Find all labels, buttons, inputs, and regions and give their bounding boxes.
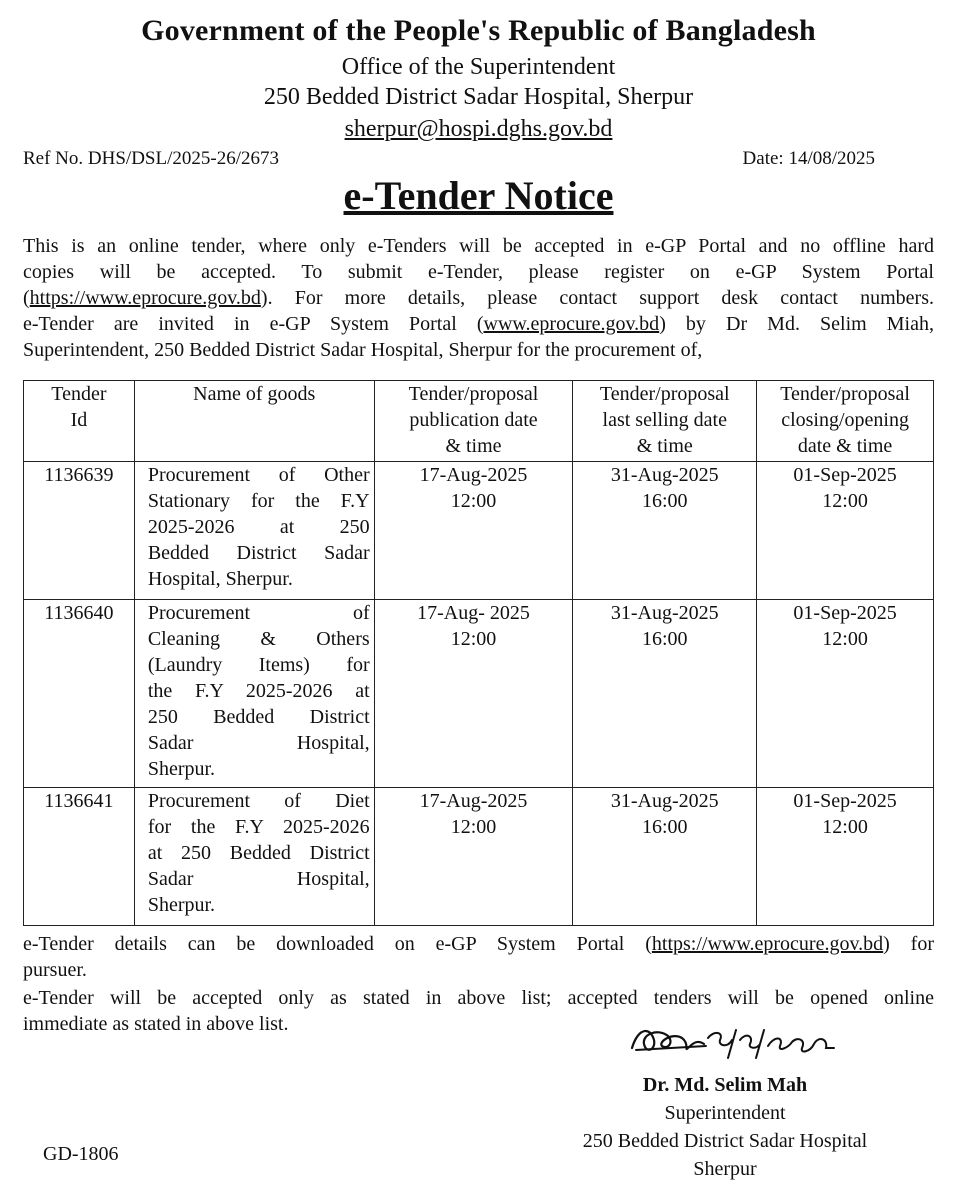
government-heading: Government of the People's Republic of Bangladesh: [141, 14, 816, 47]
eprocure-short-link[interactable]: www.eprocure.gov.bd: [483, 313, 660, 335]
closing-datetime: [757, 600, 934, 788]
closing-datetime-date: 01-Sep-2025: [793, 602, 897, 624]
publication-datetime-time: 12:00: [450, 628, 497, 650]
intro-line: (https://www.eprocure.gov.bd). For more details, please contact support desk contact numbers.: [23, 287, 934, 309]
goods-name-line: Procurement of: [147, 602, 370, 624]
reference-number: Ref No. DHS/DSL/2025-26/2673: [23, 148, 279, 169]
notice-title: e-Tender Notice: [343, 173, 614, 218]
publication-datetime-time: 12:00: [450, 490, 497, 512]
publication-datetime: [374, 462, 573, 600]
selling-datetime: [573, 600, 757, 788]
goods-name: [134, 788, 374, 926]
signatory-place: Sherpur: [693, 1158, 757, 1180]
selling-datetime: [573, 462, 757, 600]
goods-name-line: Sherpur.: [147, 894, 216, 916]
header-closing-opening: Tender/proposal closing/opening date & time: [757, 381, 934, 462]
goods-name-line: the F.Y 2025-2026 at: [147, 680, 370, 702]
intro-line: This is an online tender, where only e-Tenders will be accepted in e-GP Portal and no offline hard: [23, 235, 934, 257]
goods-name-line: Sadar Hospital,: [147, 732, 370, 754]
hospital-name: 250 Bedded District Sadar Hospital, Sherpur: [263, 84, 694, 110]
goods-name-line: (Laundry Items) for: [147, 654, 370, 676]
goods-name-line: 250 Bedded District: [147, 706, 370, 728]
goods-name-line: Sherpur.: [147, 758, 216, 780]
table-row: [24, 462, 934, 600]
invitation-paragraph: [23, 311, 934, 363]
closing-datetime-date: 01-Sep-2025: [793, 790, 897, 812]
closing-datetime-time: 12:00: [822, 490, 868, 512]
publication-datetime: [374, 788, 573, 926]
download-note-line: e-Tender details can be downloaded on e-GP System Portal (https://www.eprocure.gov.bd) for: [23, 933, 934, 955]
selling-datetime-date: 31-Aug-2025: [610, 464, 719, 486]
closing-datetime-time: 12:00: [822, 816, 868, 838]
header-name-of-goods: Name of goods: [134, 381, 374, 462]
goods-name: [134, 600, 374, 788]
closing-datetime: [757, 788, 934, 926]
tender-table: [23, 380, 934, 926]
closing-datetime: [757, 462, 934, 600]
header-publication: Tender/proposal publication date & time: [374, 381, 573, 462]
goods-name-line: Hospital, Sherpur.: [147, 568, 293, 590]
table-header-row: [24, 381, 934, 462]
goods-name: [134, 462, 374, 600]
acceptance-note-line: immediate as stated in above list.: [23, 1013, 289, 1035]
signatory-designation: Superintendent: [664, 1102, 786, 1124]
eprocure-download-link[interactable]: https://www.eprocure.gov.bd: [651, 933, 884, 955]
handwritten-signature: [628, 1018, 843, 1068]
goods-name-line: Procurement of Diet: [147, 790, 370, 812]
publication-datetime: [374, 600, 573, 788]
download-note-line: pursuer.: [23, 959, 87, 981]
invitation-line: Superintendent, 250 Bedded District Sadar Hospital, Sherpur for the procurement of,: [23, 339, 703, 361]
invitation-line: e-Tender are invited in e-GP System Portal (www.eprocure.gov.bd) by Dr Md. Selim Miah,: [23, 313, 934, 335]
publication-datetime-date: 17-Aug-2025: [419, 464, 528, 486]
header-last-selling: Tender/proposal last selling date & time: [573, 381, 757, 462]
acceptance-note-line: e-Tender will be accepted only as stated in above list; accepted tenders will be opened online: [23, 987, 934, 1009]
header-tender-id: Tender Id: [24, 381, 135, 462]
closing-datetime-time: 12:00: [822, 628, 868, 650]
publication-datetime-time: 12:00: [450, 816, 497, 838]
selling-datetime-time: 16:00: [641, 628, 688, 650]
eprocure-link[interactable]: https://www.eprocure.gov.bd: [29, 287, 261, 309]
gd-number: GD-1806: [43, 1143, 119, 1165]
office-name: Office of the Superintendent: [341, 54, 616, 80]
tender-id: 1136639: [24, 462, 135, 600]
selling-datetime-time: 16:00: [641, 490, 688, 512]
tender-id: 1136641: [24, 788, 135, 926]
goods-name-line: Stationary for the F.Y: [147, 490, 370, 512]
selling-datetime-date: 31-Aug-2025: [610, 790, 719, 812]
closing-datetime-date: 01-Sep-2025: [793, 464, 897, 486]
goods-name-line: Sadar Hospital,: [147, 868, 370, 890]
intro-line: copies will be accepted. To submit e-Tender, please register on e-GP System Portal: [23, 261, 934, 283]
tender-id: 1136640: [24, 600, 135, 788]
goods-name-line: 2025-2026 at 250: [147, 516, 370, 538]
goods-name-line: Cleaning & Others: [147, 628, 370, 650]
goods-name-line: at 250 Bedded District: [147, 842, 370, 864]
goods-name-line: Bedded District Sadar: [147, 542, 370, 564]
publication-datetime-date: 17-Aug-2025: [419, 790, 528, 812]
selling-datetime: [573, 788, 757, 926]
selling-datetime-date: 31-Aug-2025: [610, 602, 719, 624]
publication-datetime-date: 17-Aug- 2025: [417, 602, 530, 624]
notice-date: Date: 14/08/2025: [742, 148, 875, 169]
download-note: [23, 931, 934, 983]
goods-name-line: for the F.Y 2025-2026: [147, 816, 370, 838]
office-email-link[interactable]: sherpur@hospi.dghs.gov.bd: [344, 116, 613, 142]
goods-name-line: Procurement of Other: [147, 464, 370, 486]
selling-datetime-time: 16:00: [641, 816, 688, 838]
table-row: [24, 600, 934, 788]
intro-paragraph: [23, 233, 934, 311]
signatory-name: Dr. Md. Selim Mah: [642, 1074, 808, 1096]
table-row: [24, 788, 934, 926]
signatory-hospital: 250 Bedded District Sadar Hospital: [582, 1130, 868, 1152]
